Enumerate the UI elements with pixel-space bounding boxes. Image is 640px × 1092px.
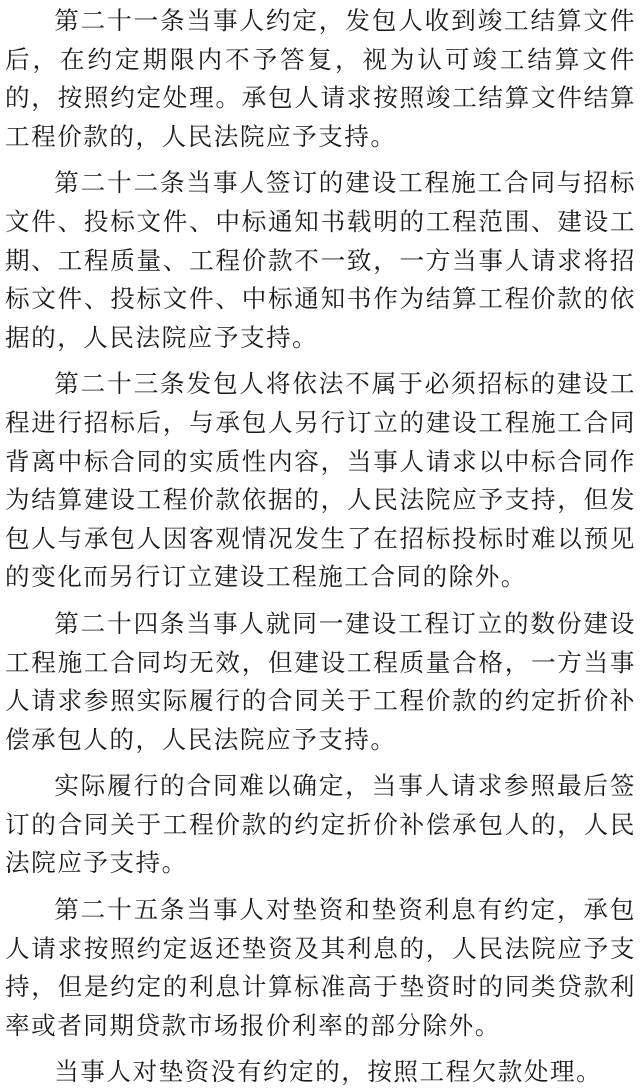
article-25-paragraph: 第二十五条当事人对垫资和垫资利息有约定，承包人请求按照约定返还垫资及其利息的，人民法院应予支持，但是约定的利息计算标准高于垫资时的同类贷款利率或者同期贷款市场报价利率的部分除外。 xyxy=(5,895,636,1040)
article-25-clause-2-paragraph: 当事人对垫资没有约定的，按照工程欠款处理。 xyxy=(54,1057,603,1087)
article-23-paragraph: 第二十三条发包人将依法不属于必须招标的建设工程进行招标后，与承包人另行订立的建设工程施工合同背离中标合同的实质性内容，当事人请求以中标合同作为结算建设工程价款依据的，人民法院应予支持，但发包人与承包人因客观情况发生了在招标投标时难以预见的变化而另行订立建设工程施工合同的除外。 xyxy=(5,369,636,592)
article-21-paragraph: 第二十一条当事人约定，发包人收到竣工结算文件后，在约定期限内不予答复，视为认可竣工结算文件的，按照约定处理。承包人请求按照竣工结算文件结算工程价款的，人民法院应予支持。 xyxy=(5,6,636,151)
article-24-clause-2-paragraph: 实际履行的合同难以确定，当事人请求参照最后签订的合同关于工程价款的约定折价补偿承包人的，人民法院应予支持。 xyxy=(5,771,636,878)
article-24-paragraph: 第二十四条当事人就同一建设工程订立的数份建设工程施工合同均无效，但建设工程质量合格，一方当事人请求参照实际履行的合同关于工程价款的约定折价补偿承包人的，人民法院应予支持。 xyxy=(5,608,636,754)
article-22-paragraph: 第二十二条当事人签订的建设工程施工合同与招标文件、投标文件、中标通知书载明的工程范围、建设工期、工程质量、工程价款不一致，一方当事人请求将招标文件、投标文件、中标通知书作为结算工程价款的依据的，人民法院应予支持。 xyxy=(5,168,636,352)
